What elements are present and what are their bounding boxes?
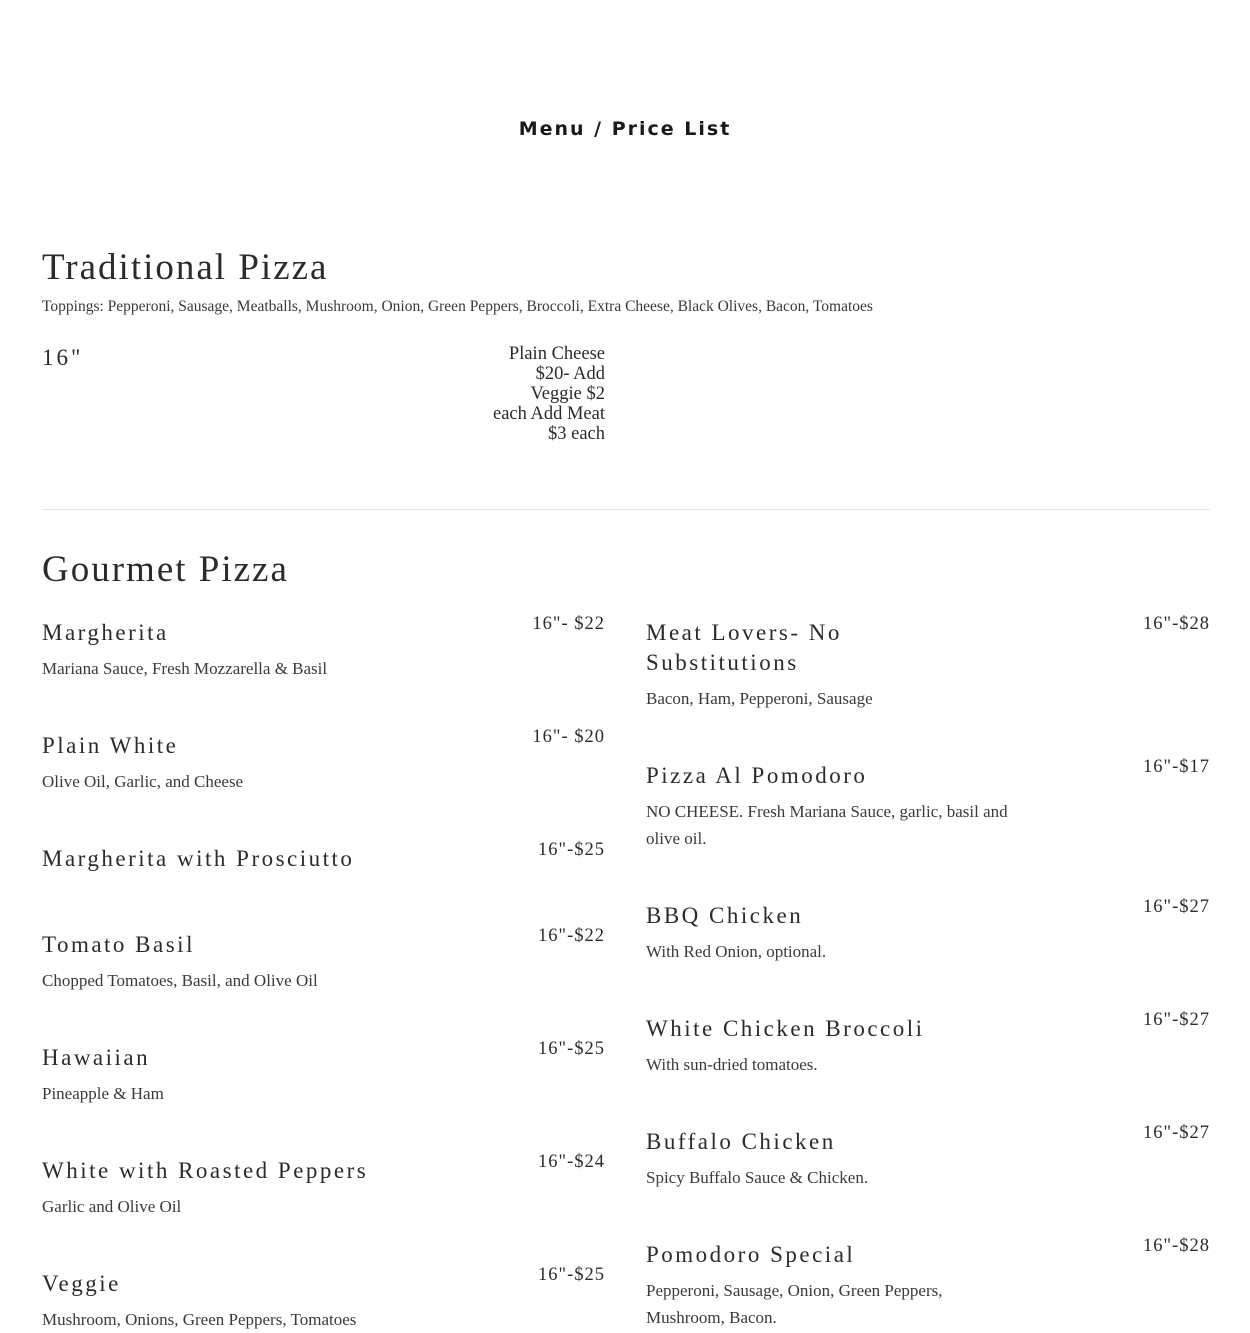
- item-name: Veggie: [42, 1271, 121, 1296]
- item-description: Spicy Buffalo Sauce & Chicken.: [646, 1168, 869, 1187]
- item-description: Chopped Tomatoes, Basil, and Olive Oil: [42, 971, 318, 990]
- item-description: With sun-dried tomatoes.: [646, 1055, 818, 1074]
- traditional-pizza-title: Traditional Pizza: [42, 247, 329, 288]
- item-name: White with Roasted Peppers: [42, 1158, 369, 1183]
- gourmet-pizza-title: Gourmet Pizza: [42, 549, 289, 590]
- menu-item-margherita-prosciutto: [42, 840, 605, 884]
- price-line: Plain Cheese: [508, 344, 605, 364]
- item-description: Bacon, Ham, Pepperoni, Sausage: [646, 689, 873, 708]
- item-description: With Red Onion, optional.: [646, 942, 827, 961]
- menu-item-bbq-chicken: [646, 897, 1210, 971]
- item-price: 16"-$25: [538, 1265, 605, 1285]
- item-price: 16"-$28: [1143, 614, 1210, 634]
- traditional-price-text: [440, 344, 605, 444]
- toppings-list: Toppings: Pepperoni, Sausage, Meatballs, Mushroom, Onion, Green Peppers, Broccoli, Extra Cheese, Black Olives, Bacon, Tomatoes: [42, 298, 873, 315]
- menu-item-tomato-basil: [42, 926, 605, 1000]
- item-name: Buffalo Chicken: [646, 1129, 836, 1154]
- menu-item-plain-white: [42, 727, 605, 801]
- price-line: $3 each: [547, 424, 605, 444]
- menu-item-veggie: [42, 1265, 605, 1329]
- menu-item-white-chicken-broccoli: [646, 1010, 1210, 1084]
- item-name: Margherita: [42, 620, 169, 645]
- item-price: 16"-$28: [1143, 1236, 1210, 1256]
- item-name: Pizza Al Pomodoro: [646, 763, 868, 788]
- item-name: Meat Lovers- No Substitutions: [646, 620, 842, 675]
- menu-item-pizza-al-pomodoro: [646, 757, 1210, 861]
- item-name: Tomato Basil: [42, 932, 195, 957]
- price-line: Veggie $2: [530, 384, 605, 404]
- price-line: each Add Meat: [493, 404, 605, 424]
- item-price: 16"- $22: [532, 614, 605, 634]
- item-name: Pomodoro Special: [646, 1242, 856, 1267]
- item-description: Pineapple & Ham: [42, 1084, 164, 1103]
- item-name: BBQ Chicken: [646, 903, 804, 928]
- item-description: Mariana Sauce, Fresh Mozzarella & Basil: [42, 659, 328, 678]
- item-price: 16"-$24: [538, 1152, 605, 1172]
- item-price: 16"-$22: [538, 926, 605, 946]
- traditional-size-label: 16": [42, 345, 84, 370]
- item-name: Plain White: [42, 733, 179, 758]
- price-line: $20- Add: [535, 364, 605, 384]
- page-title: Menu / Price List: [518, 118, 732, 140]
- item-name: Margherita with Prosciutto: [42, 846, 355, 871]
- item-description: Pepperoni, Sausage, Onion, Green Peppers, Mushroom, Bacon.: [646, 1281, 943, 1327]
- item-name: Hawaiian: [42, 1045, 151, 1070]
- menu-item-pomodoro-special: [646, 1236, 1210, 1330]
- item-description: NO CHEESE. Fresh Mariana Sauce, garlic, basil and olive oil.: [646, 802, 1008, 848]
- item-price: 16"-$25: [538, 840, 605, 860]
- item-price: 16"-$27: [1143, 1010, 1210, 1030]
- item-price: 16"-$27: [1143, 1123, 1210, 1143]
- menu-item-meat-lovers: [646, 614, 1210, 718]
- menu-item-buffalo-chicken: [646, 1123, 1210, 1197]
- menu-item-hawaiian: [42, 1039, 605, 1113]
- item-description: Garlic and Olive Oil: [42, 1197, 182, 1216]
- item-price: 16"-$27: [1143, 897, 1210, 917]
- section-divider: [42, 509, 1210, 510]
- item-description: Olive Oil, Garlic, and Cheese: [42, 772, 244, 791]
- item-name: White Chicken Broccoli: [646, 1016, 925, 1041]
- item-price: 16"-$25: [538, 1039, 605, 1059]
- item-description: Mushroom, Onions, Green Peppers, Tomatoes: [42, 1310, 357, 1329]
- item-price: 16"-$17: [1143, 757, 1210, 777]
- menu-item-white-roasted-peppers: [42, 1152, 605, 1226]
- item-price: 16"- $20: [532, 727, 605, 747]
- menu-item-margherita: [42, 614, 605, 688]
